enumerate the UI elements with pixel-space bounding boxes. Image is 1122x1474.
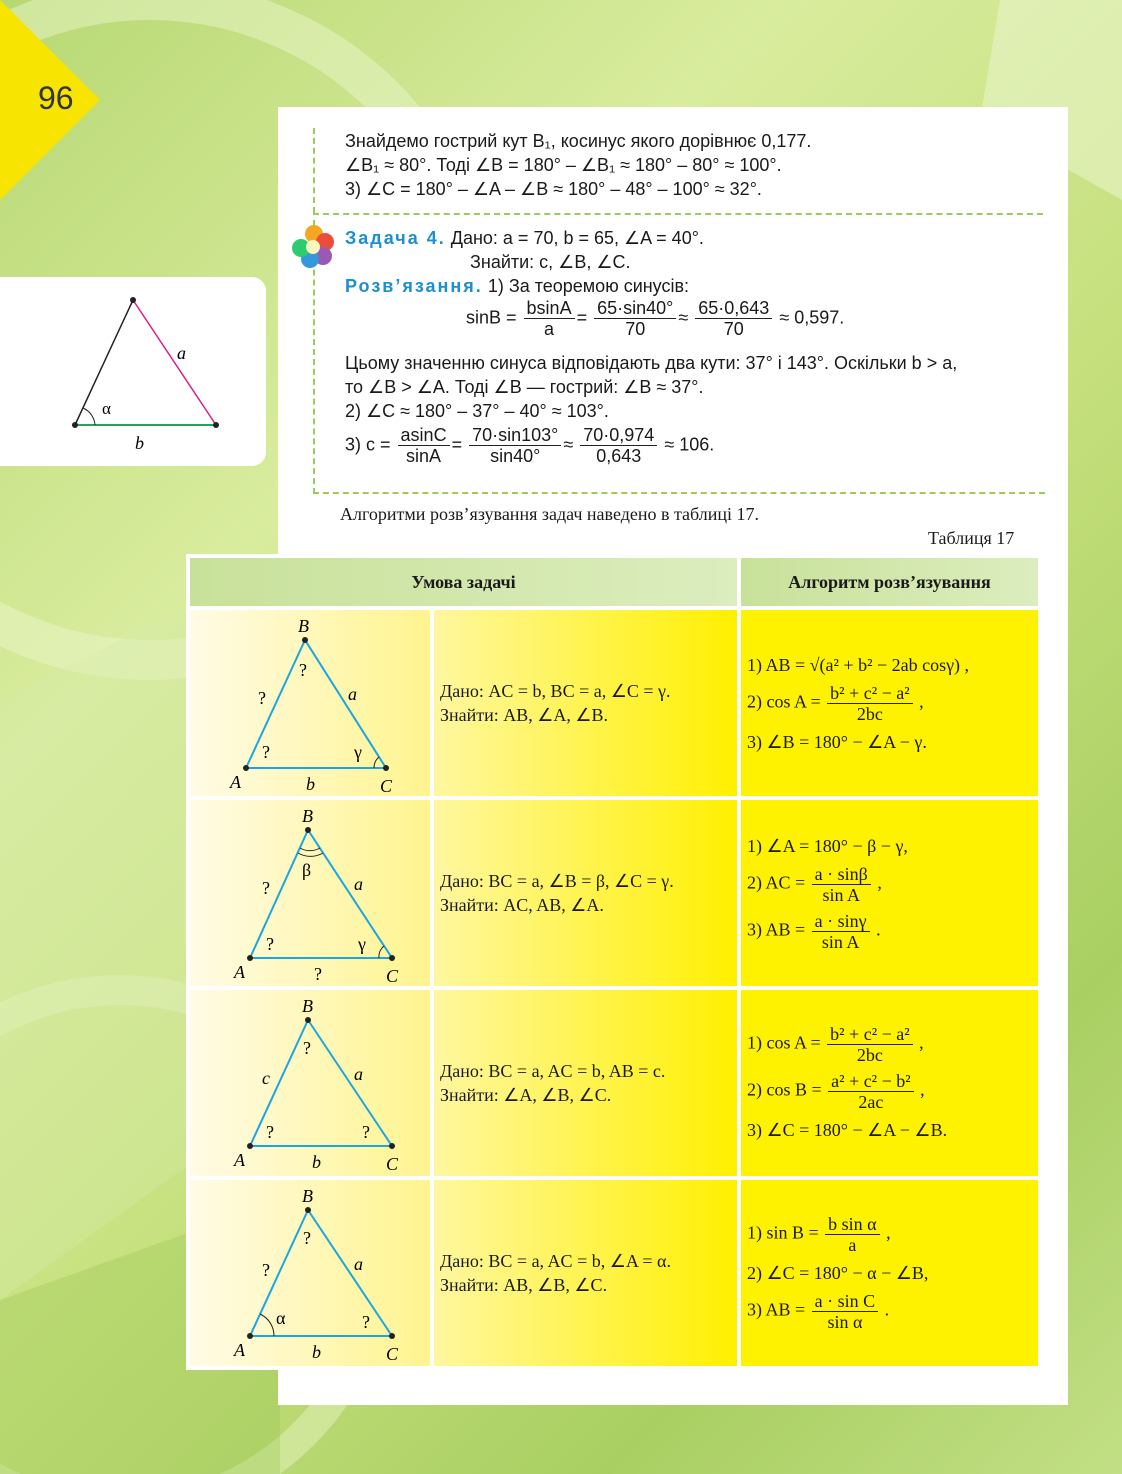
intro-solution-line3: 3) ∠C = 180° – ∠A – ∠B ≈ 180° – 48° – 100° ≈ 32°. xyxy=(345,179,762,199)
row4-alg3-tail: . xyxy=(884,1299,890,1320)
row4-alg3 xyxy=(747,1291,1037,1332)
c-f3-den: 0,643 xyxy=(596,446,642,466)
row4-angle-C: ? xyxy=(362,1312,370,1332)
side-label-a: a xyxy=(177,343,186,363)
solution-label: Розв’язання. xyxy=(345,276,483,296)
flower-icon xyxy=(290,222,338,270)
row2-label-A: A xyxy=(234,962,245,982)
row2-figure-cell xyxy=(188,798,432,988)
side-label-b: b xyxy=(135,433,144,453)
row1-find: Знайти: AB, ∠A, ∠B. xyxy=(440,705,609,725)
row3-angle-B: ? xyxy=(303,1038,311,1058)
row1-label-right: a xyxy=(348,684,357,704)
row3-figure-cell xyxy=(188,988,432,1178)
sin-f2-num: 65·sin40° xyxy=(594,298,676,319)
row3-label-A: A xyxy=(234,1150,245,1170)
row1-alg3: 3) ∠B = 180° − ∠A − γ. xyxy=(747,731,927,752)
row4-label-A: A xyxy=(234,1340,245,1360)
row4-alg2: 2) ∠C = 180° − α − ∠B, xyxy=(747,1263,929,1283)
row3-find: Знайти: ∠A, ∠B, ∠C. xyxy=(440,1085,612,1105)
row4-alg3-den: sin α xyxy=(827,1312,863,1332)
c-f1-num: asinC xyxy=(398,425,450,446)
row4-triangle-figure xyxy=(190,1180,430,1366)
row2-label-bottom: ? xyxy=(314,964,322,984)
row4-alg1 xyxy=(747,1214,1037,1255)
row1-alg2-tail: , xyxy=(919,691,924,712)
c-f2-den: sin40° xyxy=(490,446,541,466)
row4-alg1-lhs: 1) sin B = xyxy=(747,1222,819,1243)
row3-alg2-num: a² + c² − b² xyxy=(828,1071,913,1092)
row2-alg3-tail: . xyxy=(876,919,881,940)
row2-alg2-den: sin A xyxy=(822,885,860,905)
intro-solution-line2: ∠B₁ ≈ 80°. Тоді ∠B = 180° – ∠B₁ ≈ 180° – 80° ≈ 100°. xyxy=(345,155,782,175)
row4-condition xyxy=(432,1178,739,1368)
row3-given: Дано: BC = a, AC = b, AB = c. xyxy=(440,1061,666,1081)
row4-label-right: a xyxy=(354,1254,363,1274)
row2-alg2 xyxy=(747,864,1037,905)
row3-alg2-tail: , xyxy=(920,1079,925,1100)
row1-angle-B: ? xyxy=(299,660,307,680)
table-row xyxy=(188,608,1040,798)
task4-para1: Цьому значенню синуса відповідають два кути: 37° і 143°. Оскільки b > a, xyxy=(345,353,958,373)
row2-condition xyxy=(432,798,739,988)
algorithms-table xyxy=(186,554,1042,1370)
row3-label-B: B xyxy=(302,996,313,1016)
row1-figure-cell xyxy=(188,608,432,798)
sin-f3-num: 65·0,643 xyxy=(695,298,772,319)
solution-separator xyxy=(313,213,1043,215)
sine-theorem-formula: sinB = $\frac{bsinA}{a}$ = $\frac{65\cdot\sin 40^\circ}{70}$ ≈ $\frac{65\cdot 0,643}{70}$ ≈ 0,597. xyxy=(466,298,845,339)
row1-label-bottom: b xyxy=(306,774,315,794)
sin-f3-den: 70 xyxy=(723,319,744,339)
side-triangle-figure xyxy=(0,277,266,466)
row4-label-bottom: b xyxy=(312,1342,321,1362)
c-formula: 3) c = $\frac{asinC}{\sin A}$ = $\frac{70\cdot\sin 103^\circ}{\sin 40^\circ}$ ≈ $\frac{70\cdot 0,974}{0,643}$ ≈ 106. xyxy=(345,425,715,466)
row1-condition xyxy=(432,608,739,798)
row2-alg3-lhs: 3) AB = xyxy=(747,919,806,940)
task4-label: Задача 4. xyxy=(345,228,446,248)
row1-label-C: C xyxy=(380,776,393,796)
task4-given-line xyxy=(345,227,704,249)
page-number-corner xyxy=(0,0,100,200)
row3-alg2-den: 2ac xyxy=(858,1092,884,1112)
row1-angle-A: ? xyxy=(262,742,270,762)
c-f1-den: sinA xyxy=(406,446,442,466)
row2-label-C: C xyxy=(386,966,399,986)
row1-angle-C: γ xyxy=(354,742,362,762)
row1-given: Дано: AC = b, BC = a, ∠C = γ. xyxy=(440,681,671,701)
row2-alg2-num: a · sinβ xyxy=(812,864,871,885)
row2-angle-A: ? xyxy=(266,934,274,954)
intro-solution-line1: Знайдемо гострий кут B₁, косинус якого дорівнює 0,177. xyxy=(345,131,812,151)
task4-given: Дано: a = 70, b = 65, ∠A = 40°. xyxy=(450,228,704,248)
row3-alg3: 3) ∠C = 180° − ∠A − ∠B. xyxy=(747,1120,948,1140)
row4-alg1-num: b sin α xyxy=(825,1214,879,1235)
row1-label-A: A xyxy=(230,772,241,792)
row4-given: Дано: BC = a, AC = b, ∠A = α. xyxy=(440,1251,671,1271)
row1-label-B: B xyxy=(298,616,309,636)
row4-label-B: B xyxy=(302,1186,313,1206)
sin-f1-num: bsinA xyxy=(524,298,575,319)
row2-alg3 xyxy=(747,911,1037,952)
row2-find: Знайти: AC, AB, ∠A. xyxy=(440,895,604,915)
row1-alg2-lhs: 2) cos A = xyxy=(747,691,821,712)
row3-angle-C: ? xyxy=(362,1122,370,1142)
table-caption: Таблиця 17 xyxy=(928,528,1015,548)
row2-triangle-figure xyxy=(190,800,430,986)
row4-alg3-lhs: 3) AB = xyxy=(747,1299,806,1320)
row3-angle-A: ? xyxy=(266,1122,274,1142)
row4-label-C: C xyxy=(386,1344,399,1364)
sin-f1-den: a xyxy=(544,319,555,339)
row1-label-left: ? xyxy=(258,688,266,708)
row2-alg3-num: a · sinγ xyxy=(812,911,870,932)
table-intro-text: Алгоритми розв’язування задач наведено в таблиці 17. xyxy=(340,504,760,524)
row3-label-C: C xyxy=(386,1154,399,1174)
task4-step2: 2) ∠C ≈ 180° – 37° – 40° ≈ 103°. xyxy=(345,401,609,421)
row1-alg2-den: 2bc xyxy=(856,703,883,724)
table-row xyxy=(188,798,1040,988)
row3-label-bottom: b xyxy=(312,1152,321,1172)
row2-angle-B: β xyxy=(302,860,312,880)
row4-algorithm xyxy=(739,1178,1040,1368)
row3-alg1-num: b² + c² − a² xyxy=(827,1024,912,1045)
c-f2-num: 70·sin103° xyxy=(469,425,561,446)
task4-para2: то ∠B > ∠A. Тоді ∠B — гострий: ∠B ≈ 37°. xyxy=(345,377,704,397)
table-header-row xyxy=(188,556,1040,608)
row2-angle-C: γ xyxy=(358,934,366,954)
table-row xyxy=(188,988,1040,1178)
row2-given: Дано: BC = a, ∠B = β, ∠C = γ. xyxy=(440,871,674,891)
sin-lhs: sinB = xyxy=(466,307,517,328)
row1-triangle-figure xyxy=(190,610,430,796)
row4-label-left: ? xyxy=(262,1260,270,1280)
row4-alg1-tail: , xyxy=(886,1222,891,1243)
row1-alg2 xyxy=(747,683,1037,724)
c-f3-num: 70·0,974 xyxy=(580,425,657,446)
page-number: 96 xyxy=(38,80,74,116)
row1-algorithm xyxy=(739,608,1040,798)
row4-alg1-den: a xyxy=(848,1235,857,1255)
row3-alg1 xyxy=(747,1024,1037,1065)
row4-angle-B: ? xyxy=(303,1228,311,1248)
row3-label-right: a xyxy=(354,1064,363,1084)
row2-label-right: a xyxy=(354,874,363,894)
row2-label-left: ? xyxy=(262,878,270,898)
side-angle-label: α xyxy=(102,399,111,418)
row3-alg1-tail: , xyxy=(919,1032,924,1053)
row3-label-left: c xyxy=(262,1068,270,1088)
row2-algorithm xyxy=(739,798,1040,988)
header-algorithm: Алгоритм розв’язування xyxy=(739,556,1040,608)
header-condition: Умова задачі xyxy=(188,556,739,608)
row2-alg3-den: sin A xyxy=(821,932,860,952)
side-figure-card xyxy=(0,277,266,466)
row3-alg2 xyxy=(747,1071,1037,1112)
table-row xyxy=(188,1178,1040,1368)
row3-alg1-den: 2bc xyxy=(856,1045,883,1065)
c-lhs: 3) c = xyxy=(345,434,391,455)
row3-alg2-lhs: 2) cos B = xyxy=(747,1079,822,1100)
row1-alg2-num: b² + c² − a² xyxy=(827,683,912,704)
task4-solution-line xyxy=(345,275,689,297)
row4-alg3-num: a · sin C xyxy=(812,1291,879,1312)
row2-alg1: 1) ∠A = 180° − β − γ, xyxy=(747,836,908,856)
c-result: ≈ 106. xyxy=(664,434,715,455)
row4-angle-A: α xyxy=(276,1308,286,1328)
row3-alg1-lhs: 1) cos A = xyxy=(747,1032,821,1053)
row3-triangle-figure xyxy=(190,990,430,1176)
row2-alg2-tail: , xyxy=(877,872,882,893)
row1-alg1: 1) AB = √(a² + b² − 2ab cosγ) , xyxy=(747,654,970,675)
row4-figure-cell xyxy=(188,1178,432,1368)
row3-algorithm xyxy=(739,988,1040,1178)
task4-find: Знайти: c, ∠B, ∠C. xyxy=(470,252,631,272)
row2-label-B: B xyxy=(302,806,313,826)
sin-result: ≈ 0,597. xyxy=(779,307,845,328)
row4-find: Знайти: AB, ∠B, ∠C. xyxy=(440,1275,608,1295)
sin-f2-den: 70 xyxy=(625,319,646,339)
step1-intro: 1) За теоремою синусів: xyxy=(487,276,690,296)
row2-alg2-lhs: 2) AC = xyxy=(747,872,806,893)
row3-condition xyxy=(432,988,739,1178)
